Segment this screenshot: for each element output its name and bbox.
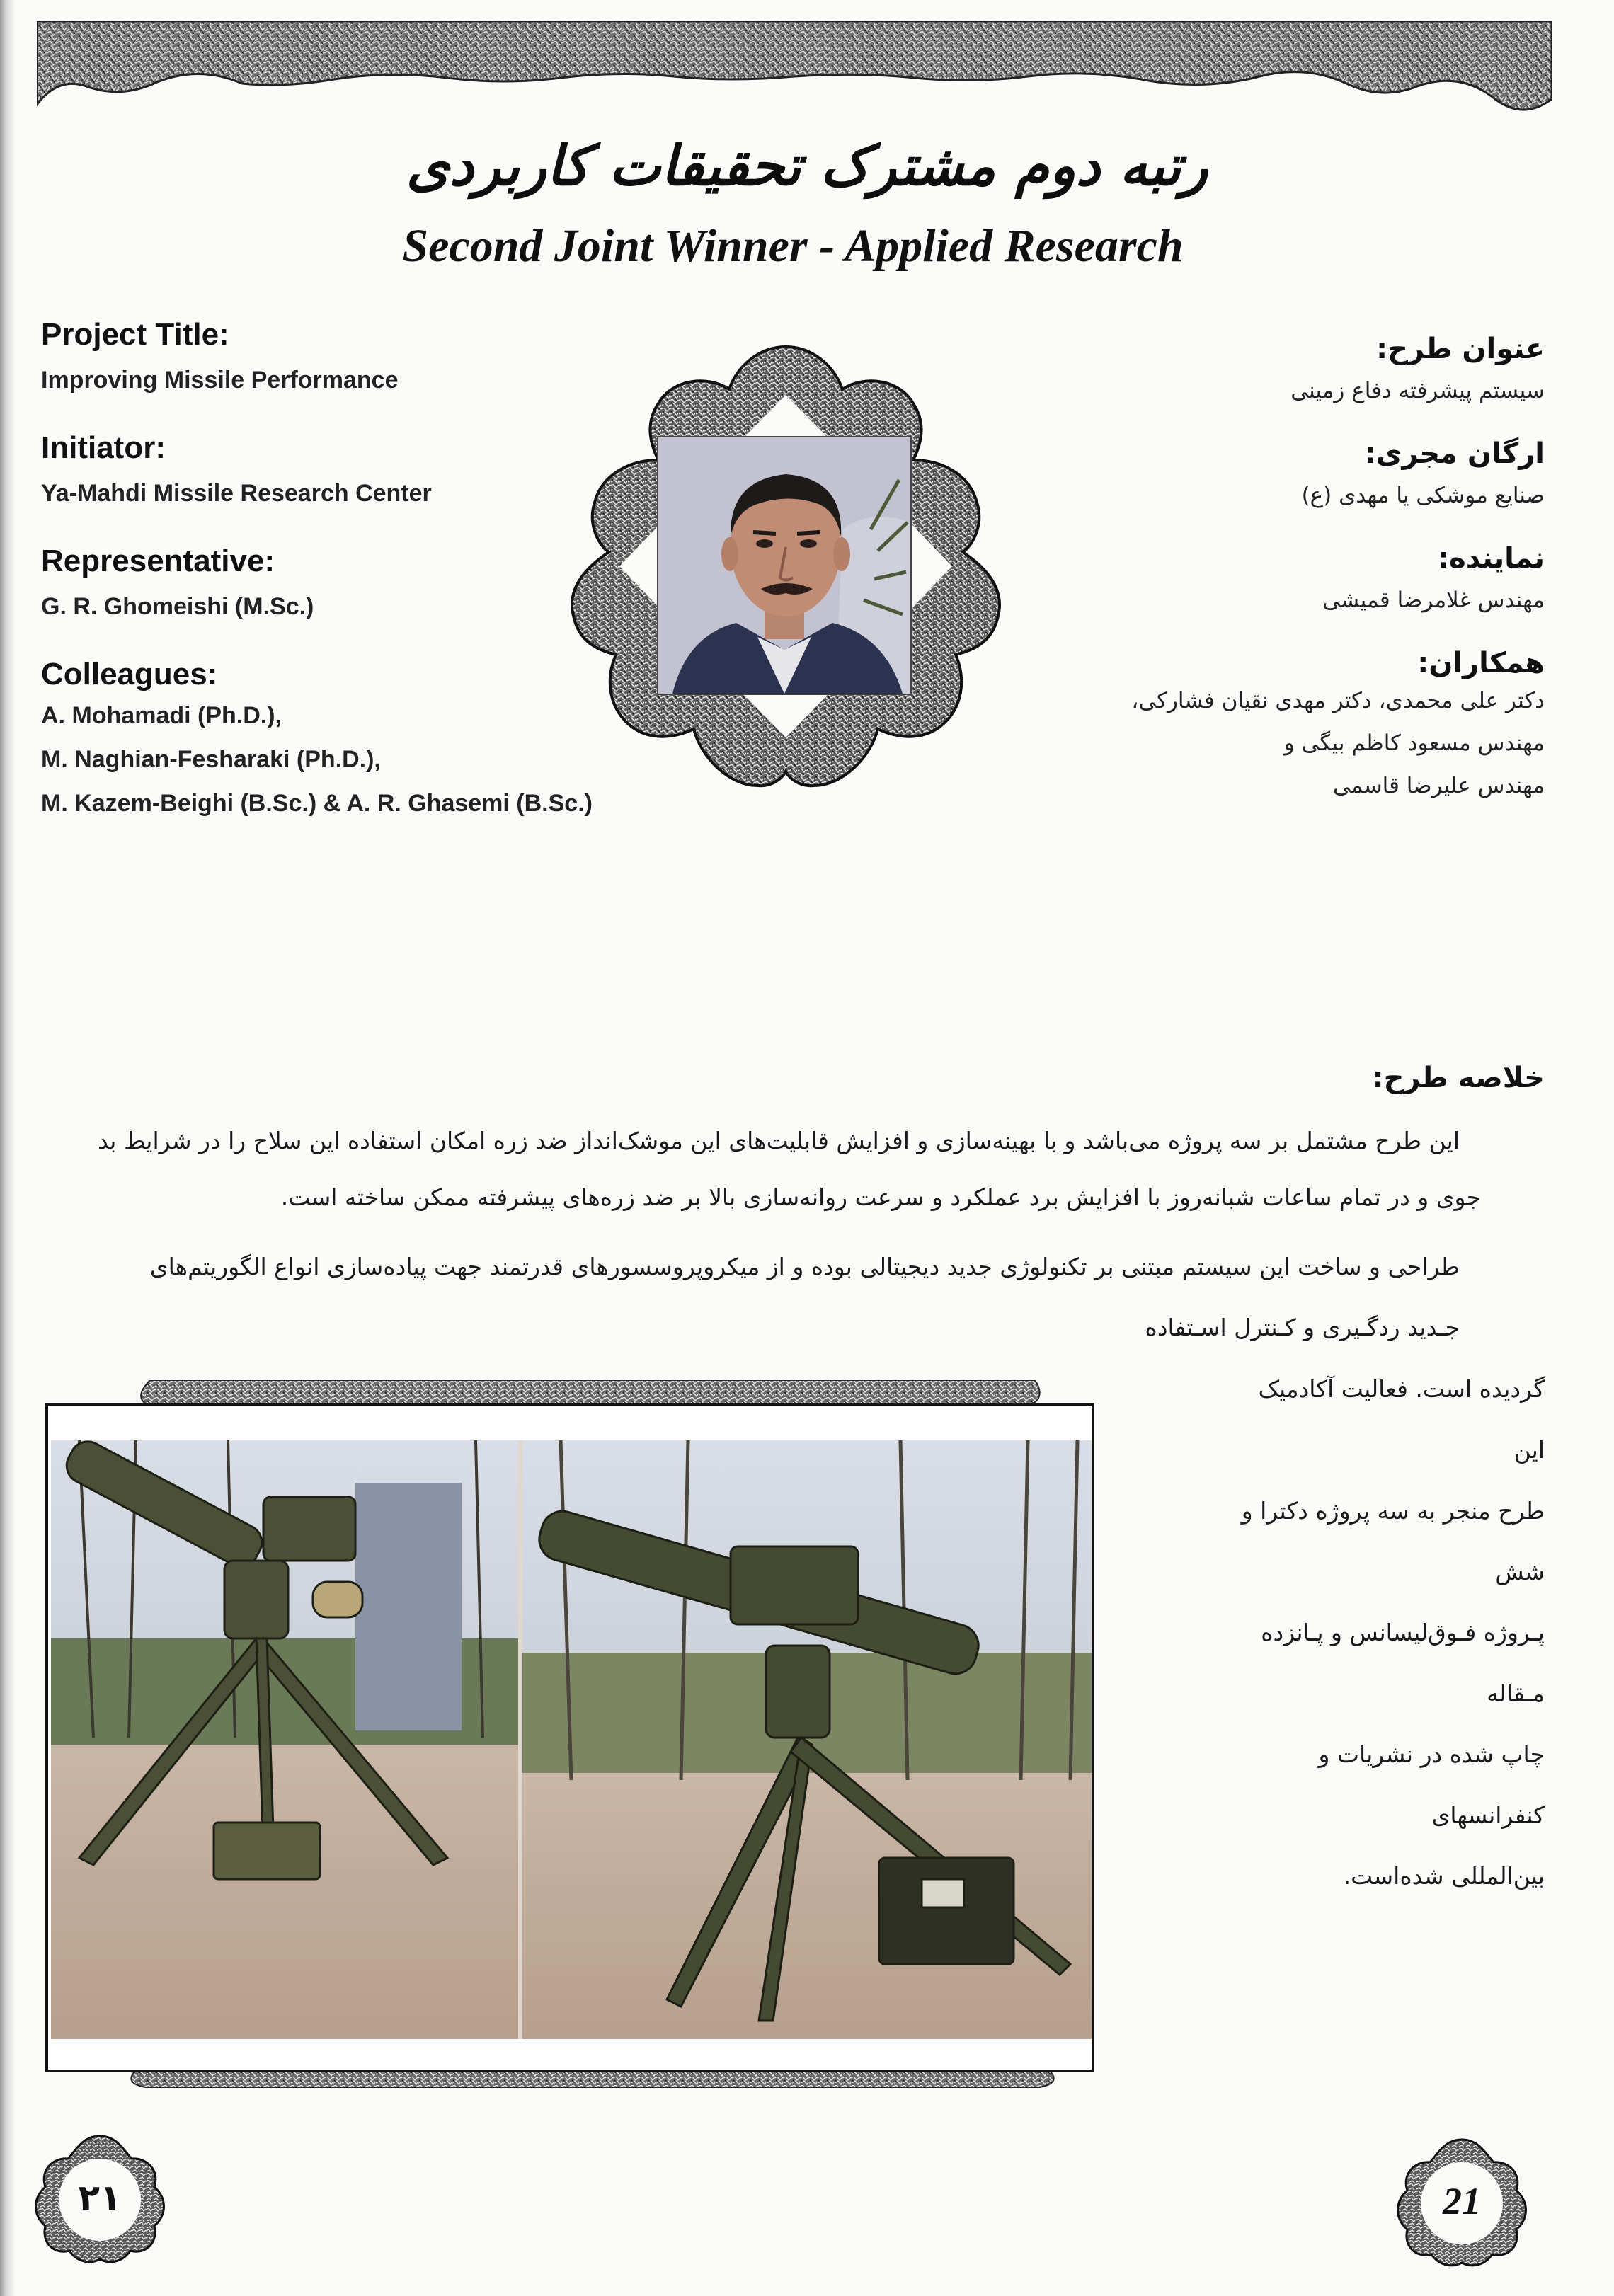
fa-project-title-group (1049, 333, 1545, 412)
representative-label: Representative: (41, 544, 275, 578)
fa-representative-value: مهندس غلامرضا قمیشی (1322, 587, 1545, 613)
initiator-value: Ya-Mahdi Missile Research Center (41, 480, 432, 507)
portrait-photo (658, 437, 910, 694)
launcher-illustration (51, 1440, 1092, 2039)
fa-representative-label: نماینده: (1438, 542, 1545, 575)
scan-edge-shadow (0, 0, 16, 2296)
fa-project-title-value: سیستم پیشرفته دفاع زمینی (1290, 378, 1545, 403)
fa-colleague-line: دکتر علی محمدی، دکتر مهدی نقیان فشارکی، (1131, 688, 1545, 713)
summary-heading: خلاصه طرح: (1372, 1062, 1545, 1094)
summary-line: جـدید ردگـیری و کـنترل اسـتفاده (1145, 1314, 1460, 1341)
summary-narrow-line: طرح منجر به سه پروژه دکترا و شش (1241, 1497, 1545, 1585)
fa-initiator-label: ارگان مجری: (1364, 437, 1545, 470)
project-title-label: Project Title: (41, 317, 229, 352)
summary-line: طراحی و ساخت این سیستم مبتنی بر تکنولوژی جدید دیجیتالی بوده و از میکروپروسسورهای قدرتمند جهت پیاده‌سازی انواع الگوریتم‌های (149, 1253, 1460, 1280)
summary-line: جوی و در تمام ساعات شبانه‌روز با افزایش برد عملکرد و سرعت روانه‌سازی بالا بر ضد زره‌های پیشرفته ممکن ساخته است. (280, 1183, 1481, 1211)
colleagues-label: Colleagues: (41, 657, 218, 691)
fa-initiator-value: صنایع موشکی یا مهدی (ع) (1301, 483, 1545, 508)
title-english: Second Joint Winner - Applied Research (402, 220, 1184, 272)
missile-launcher-photo (51, 1440, 1092, 2039)
page-number-fa: ۲۱ (78, 2177, 122, 2218)
summary-narrow-line: بین‌المللی شده‌است. (1343, 1862, 1545, 1890)
initiator-label: Initiator: (41, 430, 166, 465)
page-number-en: 21 (1443, 2180, 1481, 2222)
portrait-illustration (658, 437, 910, 694)
fa-colleague-line: مهندس علیرضا قاسمی (1332, 773, 1545, 798)
summary-line: این طرح مشتمل بر سه پروژه می‌باشد و با بهینه‌سازی و افزایش قابلیت‌های این موشک‌انداز ضد زره امکان استفاده این سلاح را در شرایط بد (97, 1127, 1460, 1154)
colleague-line: M. Naghian-Fesharaki (Ph.D.), (41, 746, 381, 773)
fa-representative-group (1049, 542, 1545, 621)
fa-colleague-line: مهندس مسعود کاظم بیگی و (1283, 730, 1545, 756)
colleague-line: A. Mohamadi (Ph.D.), (41, 702, 282, 729)
fa-colleagues-group (1049, 647, 1545, 807)
project-title-value: Improving Missile Performance (41, 367, 399, 394)
fa-initiator-group (1049, 437, 1545, 517)
fa-colleagues-label: همکاران: (1417, 647, 1545, 679)
summary-narrow-line: چاپ شده در نشریات و کنفرانسهای (1318, 1740, 1545, 1829)
colleague-line: M. Kazem-Beighi (B.Sc.) & A. R. Ghasemi (B.Sc.) (41, 790, 593, 817)
persian-info-block (1049, 333, 1545, 832)
representative-value: G. R. Ghomeishi (M.Sc.) (41, 593, 314, 620)
top-decorative-banner (37, 21, 1552, 134)
summary-narrow-line: پـروژه فـوق‌لیسانس و پـانزده مـقاله (1261, 1619, 1545, 1707)
fa-project-title-label: عنوان طرح: (1376, 333, 1545, 365)
summary-narrow-column (1226, 1359, 1545, 1907)
title-persian: رتبه دوم مشترک تحقیقات کاربردی (406, 134, 1208, 198)
summary-narrow-line: گردیده است. فعالیت آکادمیک این (1258, 1375, 1545, 1464)
